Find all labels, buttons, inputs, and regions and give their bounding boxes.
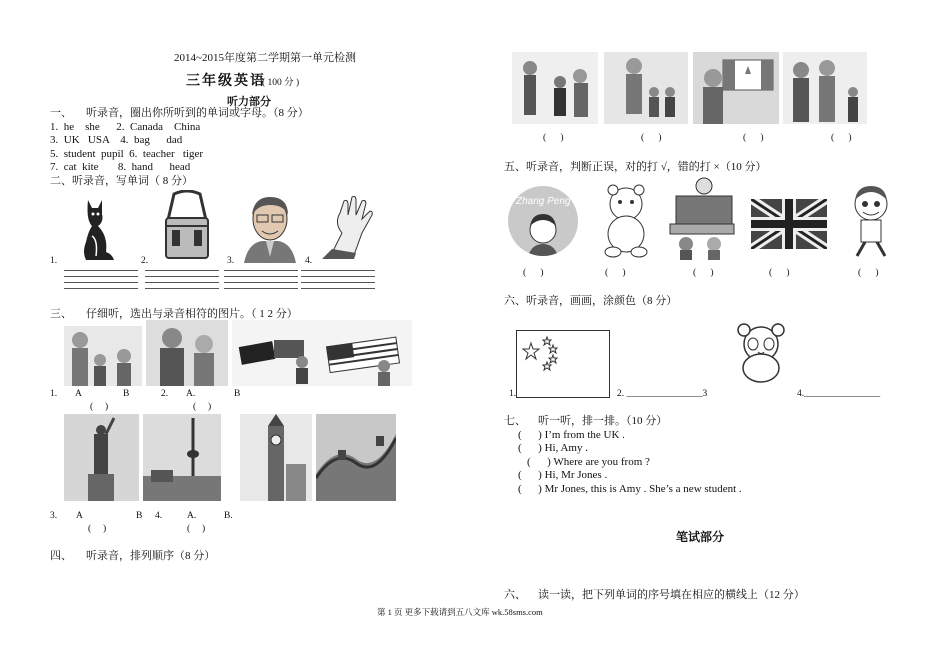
written-part-title: 笔试部分 [676, 530, 725, 544]
teacher-image [240, 195, 300, 263]
panda-outline[interactable] [732, 322, 790, 384]
section2-item-3: 3. [227, 256, 235, 266]
s4-answer-3[interactable]: ( ) [743, 133, 764, 143]
great-wall-image [316, 414, 396, 501]
order-picture-3 [693, 52, 779, 124]
s7-item-1[interactable]: ( ) I’m from the UK . [518, 429, 625, 441]
section1-row-3: 5. student pupil 6. teacher tiger [50, 148, 204, 160]
zhang-peng-label: Zhang Peng [516, 196, 571, 207]
s7-item-2[interactable]: ( ) Hi, Amy . [518, 442, 588, 454]
written-section-instruction: 读一读，把下列单词的序号填在相应的横线上（12 分） [538, 589, 805, 601]
s5-answer-2[interactable]: ( ) [605, 268, 626, 278]
section4-instruction: 听录音，排列顺序（8 分） [86, 550, 216, 562]
section2-item-1: 1. [50, 256, 58, 266]
order-picture-2 [604, 52, 688, 124]
score-note: ( 100 分 ) [262, 78, 300, 88]
bag-image [162, 190, 212, 264]
s3-answer-3[interactable]: ( ) [88, 524, 107, 534]
big-ben-image [240, 414, 312, 501]
s3-q3: 3. [50, 511, 58, 521]
page-footer: 第 1 页 更多下载请到五八文库 wk.58sms.com [377, 607, 543, 617]
s7-item-4[interactable]: ( ) Hi, Mr Jones . [518, 469, 608, 481]
section1-number: 一、 [50, 107, 72, 119]
order-picture-4 [783, 52, 867, 124]
section1-instruction: 听录音，圈出你所听到的单词或字母。（8 分） [86, 107, 309, 119]
section2-instruction: 二、听录音，写单词（ 8 分） [50, 175, 193, 187]
s3-q2-a: A. [186, 389, 196, 399]
section4-number: 四、 [50, 550, 72, 562]
section2-item-2: 2. [141, 256, 149, 266]
s3-q3-a: A [76, 511, 83, 521]
s3-q4: 4. [155, 511, 163, 521]
cat-image [78, 196, 116, 262]
monkey-boy-image [843, 182, 899, 258]
section6-instruction: 六、听录音，画画，涂颜色（8 分） [504, 295, 678, 307]
s3-q1-a: A [75, 389, 82, 399]
s4-answer-4[interactable]: ( ) [831, 133, 852, 143]
s5-answer-4[interactable]: ( ) [769, 268, 790, 278]
section3-number: 三、 [50, 308, 72, 320]
s4-answer-2[interactable]: ( ) [641, 133, 662, 143]
order-picture-1 [512, 52, 598, 124]
exam-title: 2014~2015年度第二学期第一单元检测 [174, 52, 356, 64]
s3-answer-1[interactable]: ( ) [90, 402, 109, 412]
s3-answer-4[interactable]: ( ) [187, 524, 206, 534]
section1-row-4: 7. cat kite 8. hand head [50, 161, 191, 173]
section2-item-4: 4. [305, 256, 313, 266]
s5-answer-1[interactable]: ( ) [523, 268, 544, 278]
s3-q3-b: B [136, 511, 143, 521]
s3-q4-a: A. [187, 511, 197, 521]
family-photo-b [146, 320, 228, 386]
grade-title: 三年级英语 [186, 72, 266, 88]
s3-q2-b: B [234, 389, 241, 399]
s4-answer-1[interactable]: ( ) [543, 133, 564, 143]
s5-answer-3[interactable]: ( ) [693, 268, 714, 278]
writing-lines-3[interactable] [224, 270, 298, 298]
flags-children-image [232, 320, 412, 386]
section7-number: 七、 [504, 415, 526, 427]
s6-label-1: 1. [509, 389, 517, 399]
writing-lines-2[interactable] [145, 270, 219, 298]
s6-label-4[interactable]: 4.________________ [797, 389, 881, 399]
section1-row-1: 1. he she 2. Canada China [50, 121, 201, 133]
section7-instruction: 听一听，排一排。（10 分） [538, 415, 668, 427]
s3-q2: 2. [161, 389, 169, 399]
china-flag-outline[interactable] [516, 330, 610, 398]
written-section-number: 六、 [504, 589, 526, 601]
section1-row-2: 3. UK USA 4. bag dad [50, 134, 183, 146]
section5-instruction: 五、听录音，判断正误，对的打 √，错的打 ×（10 分） [504, 161, 767, 173]
writing-lines-1[interactable] [64, 270, 138, 298]
bear-image [595, 182, 657, 258]
s3-q4-b: B. [224, 511, 233, 521]
listening-part-title: 听力部分 [227, 96, 271, 108]
s3-answer-2[interactable]: ( ) [193, 402, 212, 412]
cn-tower-image [143, 414, 221, 501]
s7-item-5[interactable]: ( ) Mr Jones, this is Amy . She’s a new student . [518, 483, 742, 495]
s5-answer-5[interactable]: ( ) [858, 268, 879, 278]
uk-flag-image [751, 199, 827, 249]
family-photo-a [64, 326, 142, 386]
s3-q1: 1. [50, 389, 58, 399]
statue-of-liberty-image [64, 414, 139, 501]
writing-lines-4[interactable] [301, 270, 375, 298]
s3-q1-b: B [123, 389, 130, 399]
teacher-classroom-image [666, 174, 736, 260]
s7-item-3[interactable]: ( ) Where are you from ? [527, 456, 650, 468]
section3-instruction: 仔细听，选出与录音相符的图片。（ 1 2 分） [86, 308, 298, 320]
hand-image [318, 193, 378, 259]
s6-label-2[interactable]: 2. ________________3 [617, 389, 708, 399]
